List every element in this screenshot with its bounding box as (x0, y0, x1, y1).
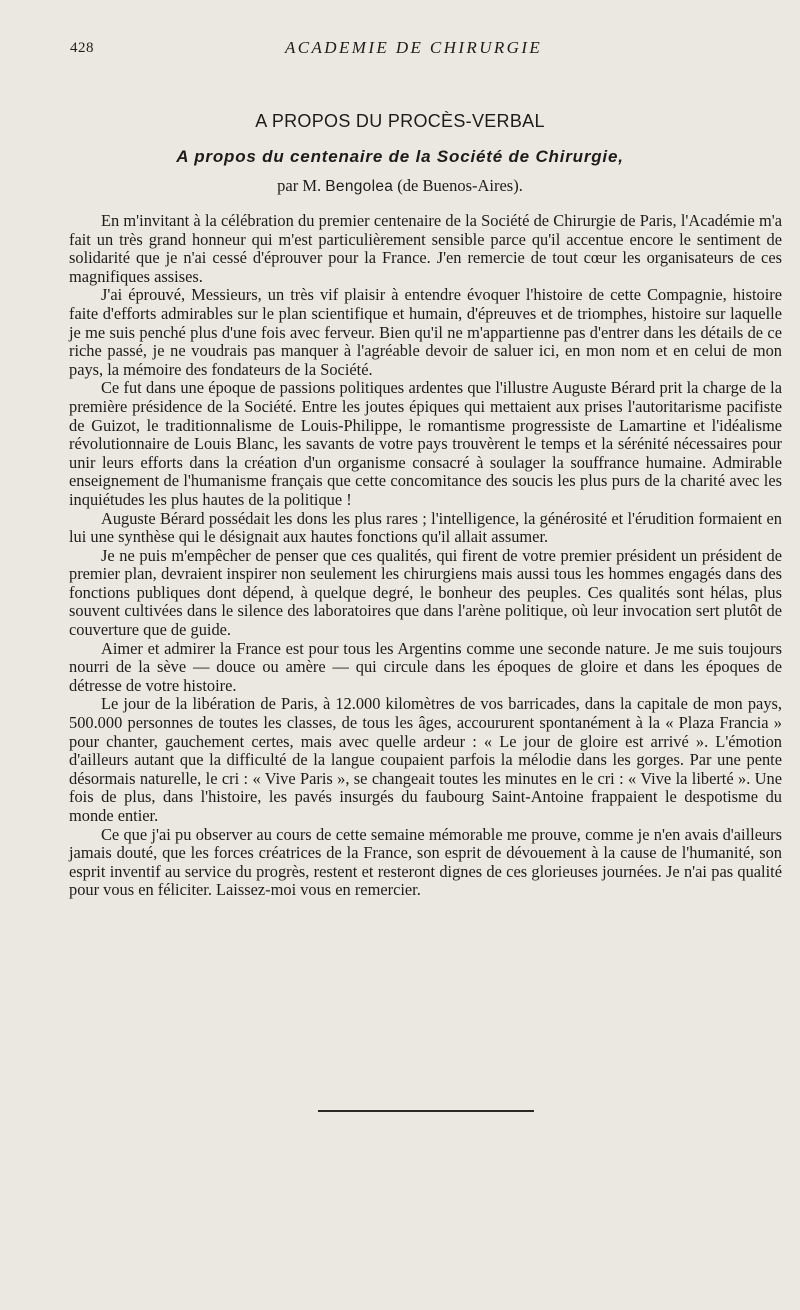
page-number: 428 (70, 40, 94, 56)
paragraph: Ce que j'ai pu observer au cours de cette semaine mémorable me prouve, comme je n'en avais d'ailleurs jamais douté, que les forces créatrices de la France, son esprit de dévouement à la cause de l'humanité, son esprit inventif au service du progrès, restent et resteront dignes de ces glorieuses journées. Je n'ai pas qualité pour vous en féliciter. Laissez-moi vous en remercier. (69, 824, 782, 900)
paragraph: Auguste Bérard possédait les dons les plus rares ; l'intelligence, la générosité et l'érudition formaient en lui une synthèse qui le désignait aux hautes fonctions qu'il allait assumer. (69, 508, 782, 547)
paragraph: Le jour de la libération de Paris, à 12.000 kilomètres de vos barricades, dans la capitale de mon pays, 500.000 personnes de toutes les classes, de tous les âges, accoururent spontanément à la « Plaza Francia » pour chanter, gauchement certes, mais avec quelle ardeur : « Le jour de gloire est arrivé ». L'émotion d'ailleurs autant que la difficulté de la langue coupaient parfois la mélodie dans les gorges. Par une pente désormais naturelle, le cri : « Vive Paris », se changeait toutes les minutes en le cri : « Vive la liberté ». Une fois de plus, dans l'histoire, les pavés insurgés du faubourg Saint-Antoine frappaient le despotisme du monde entier. (69, 694, 782, 825)
article-subtitle: A propos du centenaire de la Société de Chirurgie, (176, 147, 624, 166)
byline-prefix: par M. (277, 176, 322, 195)
paragraph: En m'invitant à la célébration du premier centenaire de la Société de Chirurgie de Paris, l'Académie m'a fait un très grand honneur qui m'est particulièrement sensible parce qu'il accentue encore le sentiment de solidarité que je n'ai cessé d'éprouver pour la France. J'en remercie de tout cœur les organisateurs de ces magnifiques assises. (69, 211, 782, 286)
paragraph: Ce fut dans une époque de passions politiques ardentes que l'illustre Auguste Bérard prit la charge de la première présidence de la Société. Entre les joutes épiques qui mettaient aux prises l'autoritarisme pacifiste de Guizot, le traditionnalisme de Louis-Philippe, le romantisme progressiste de Lamartine et l'idéalisme révolutionnaire de Louis Blanc, les savants de votre pays trouvèrent le temps et la sérénité nécessaires pour unir leurs efforts dans la création d'un organisme consacré à soulager la souffrance humaine. Admirable enseignement de l'humanisme français que cette concomitance des soucis les plus purs de la charité avec les inquiétudes les plus hautes de la politique ! (69, 378, 782, 509)
paragraph: Aimer et admirer la France est pour tous les Argentins comme une seconde nature. Je me suis toujours nourri de la sève — douce ou amère — qui circule dans les époques de gloire et dans les époques de détresse de votre histoire. (69, 638, 782, 695)
author-name: Bengolea (325, 178, 394, 195)
paragraph: Je ne puis m'empêcher de penser que ces qualités, qui firent de votre premier président un président de premier plan, devraient inspirer non seulement les chirurgiens mais aussi tous les hommes engagés dans des fonctions publiques dont dépend, à quelque degré, le bonheur des peuples. Ces qualités sont hélas, plus souvent cultivées dans le silence des laboratoires que dans l'arène politique, où leur invocation sert plutôt de couverture que de guide. (69, 545, 782, 640)
article-body (69, 212, 782, 900)
byline (0, 176, 800, 196)
end-rule (318, 1110, 534, 1112)
paragraph: J'ai éprouvé, Messieurs, un très vif plaisir à entendre évoquer l'histoire de cette Compagnie, histoire faite d'efforts admirables sur le plan scientifique et humain, d'épreuves et de triomphes, histoire sur laquelle je me suis penché plus d'une fois avec ferveur. Bien qu'il ne m'appartienne pas d'entrer dans les détails de ce riche passé, je ne voudrais pas manquer à l'agréable devoir de saluer ici, en mon nom et en celui de mon pays, la mémoire des fondateurs de la Société. (69, 285, 782, 379)
running-head: ACADEMIE DE CHIRURGIE (285, 38, 543, 57)
article-title: A PROPOS DU PROCÈS-VERBAL (255, 111, 545, 131)
author-affiliation: (de Buenos-Aires). (397, 176, 523, 195)
